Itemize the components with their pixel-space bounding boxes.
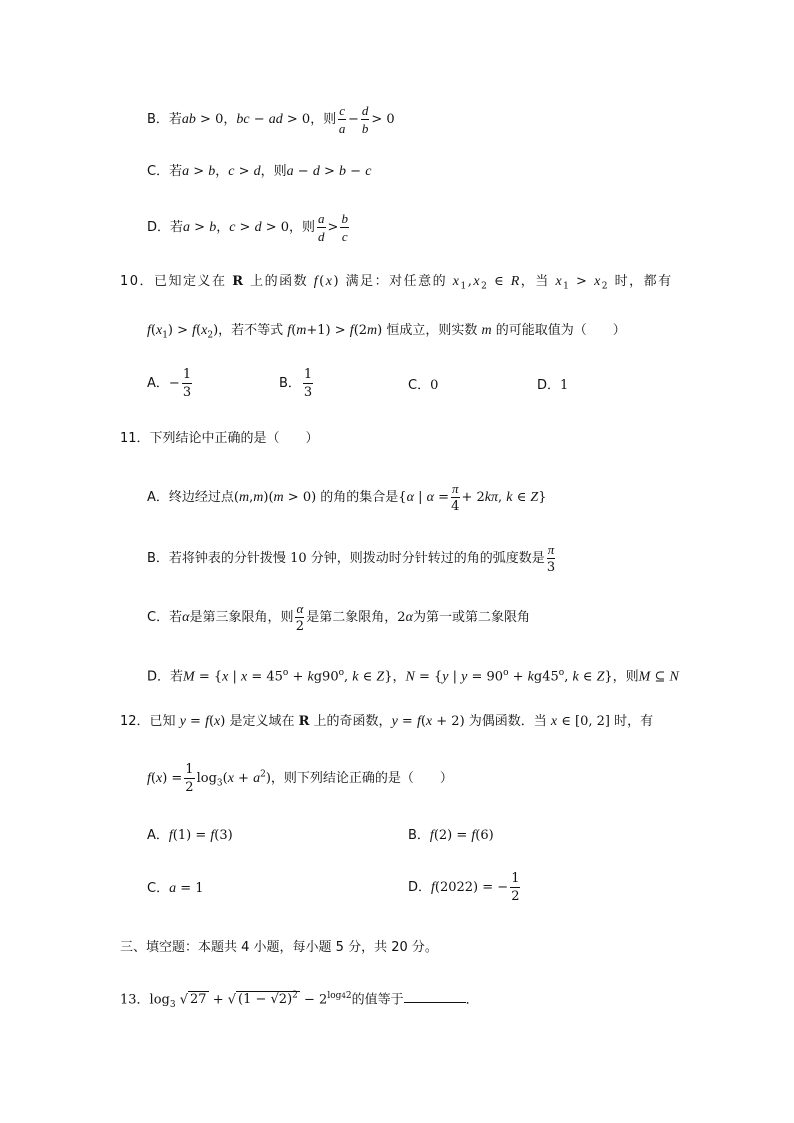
q13-stem: 13．$\log_3$ √ 27 + √ $(1 - √2)^2 - 2^{log42}$的值等于 ． (120, 986, 479, 1015)
q10-option-b: B． $\frac{1}{3}$ (279, 367, 313, 400)
q12-option-d: D．f(2022) = − $\frac{1}{2}$ (408, 871, 520, 904)
q12-stem-line1: 12．已知 y = f(x) 是定义域在 R 上的奇函数，y = f(x + 2) 为偶函数．当 x ∈ [0, 2] 时，有 (120, 714, 654, 729)
section-3-heading: 三、填空题：本题共 4 小题，每小题 5 分，共 20 分。 (120, 940, 438, 955)
q11-stem: 11．下列结论中正确的是（ ） (120, 431, 319, 446)
q12-stem-line2: f(x) = $\frac{1}{2}$ $\log_3(x + a^2)$，则下列结论正确的是（ ） (147, 762, 453, 795)
q11-option-a: A．终边经过点(m,m)(m > 0) 的角的集合是{α | α = $\frac{\pi}{4}$ + 2kπ, k ∈ Z} (147, 481, 547, 514)
q9-option-d: D．若a > b，c > d > 0，则 $\frac{a}{d}$ > $\frac{b}{c}$ (147, 211, 348, 244)
q9-option-b: B．若ab > 0，bc − ad > 0，则 $\frac{c}{a}$ − $\frac{d}{b}$ > 0 (147, 103, 395, 136)
q9-option-c: C．若a > b，c > d，则a − d > b − c (147, 164, 372, 179)
q11-option-d: D．若M = {x | $x = 45^o + kg90^o$, k ∈ Z}，N = {y | $y = 90^o + kg45^o$, k ∈ Z}，则M ⊆ N (147, 668, 679, 685)
q10-option-c: C．0 (408, 378, 439, 393)
q12-option-a: A．f(1) = f(3) (147, 828, 233, 843)
q13-answer-blank[interactable] (404, 988, 466, 1003)
q11-option-c: C．若α是第三象限角，则 $\frac{\alpha}{2}$ 是第二象限角，2α为第一或第二象限角 (147, 601, 530, 634)
q12-option-b: B．f(2) = f(6) (408, 828, 494, 843)
q10-option-d: D．1 (537, 378, 569, 393)
q10-stem-line2: $f(x_1) > f(x_2)$，若不等式 f(m+1) > f(2m) 恒成立，则实数 m 的可能取值为（ ） (147, 323, 626, 341)
q10-option-a: A．− $\frac{1}{3}$ (147, 367, 192, 400)
q12-option-c: C．a = 1 (147, 881, 204, 896)
q10-stem-line1: 10．已知定义在 R 上的函数 f(x) 满足：对任意的 $x_1,x_2$ ∈ R，当 $x_1 > x_2$ 时，都有 (120, 274, 673, 292)
q11-option-b: B．若将钟表的分针拨慢 10 分钟，则拨动时分针转过的角的弧度数是 $\frac{\pi}{3}$ (147, 542, 556, 575)
